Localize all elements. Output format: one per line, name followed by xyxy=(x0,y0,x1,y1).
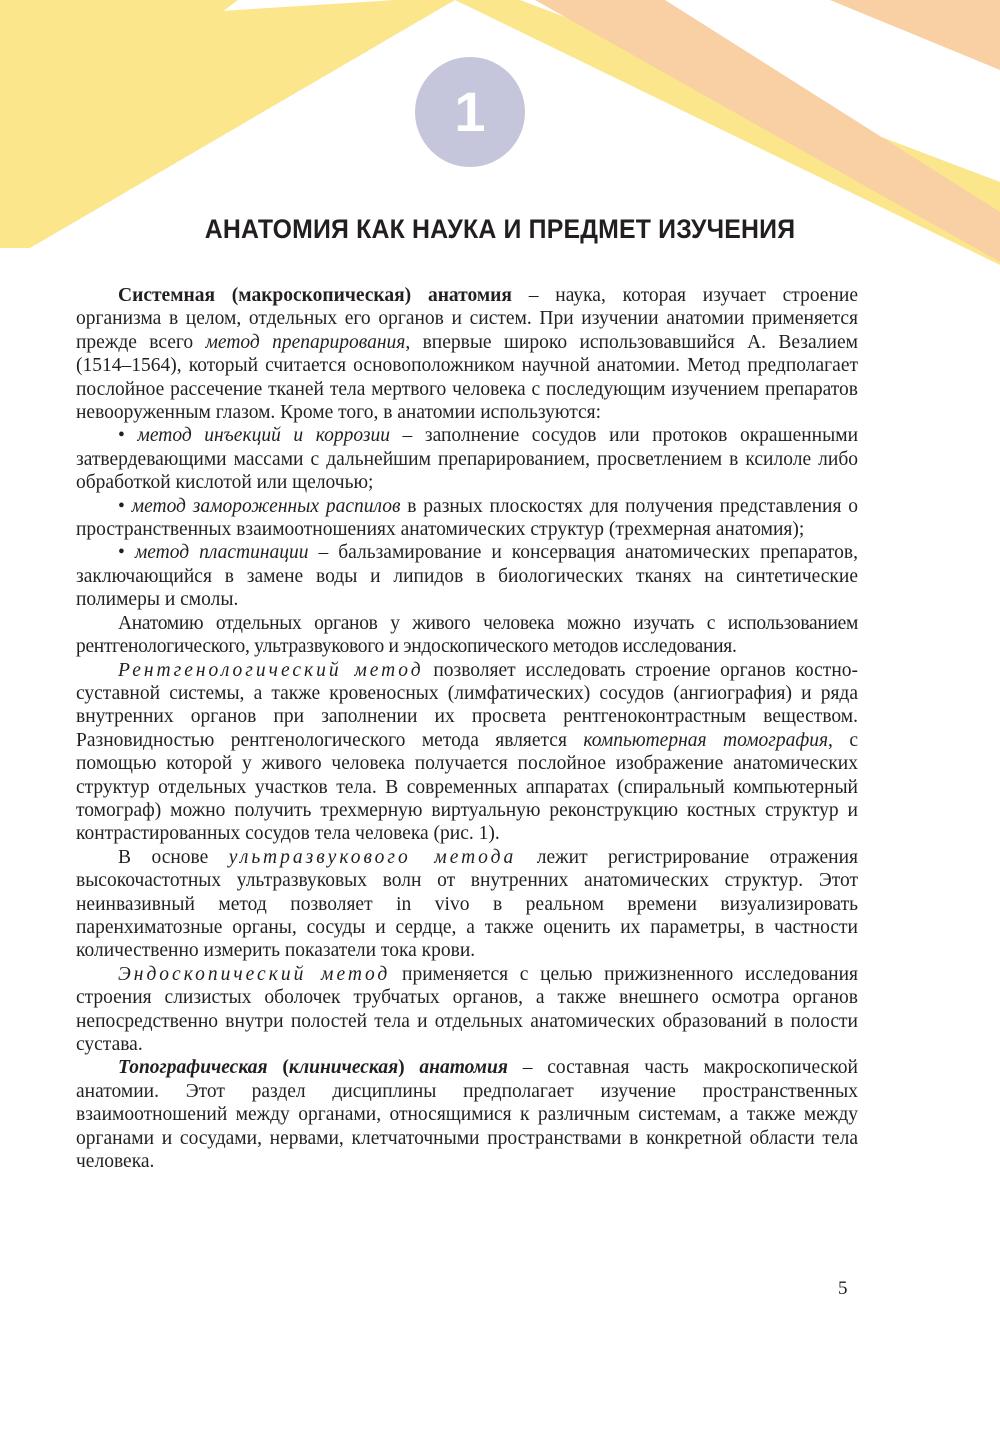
term-topographic: Топографическая xyxy=(118,1057,268,1079)
paragraph-living-anatomy: Анатомию отдельных органов у живого человека можно изучать с использованием рентгенологического, ультразвукового и эндоскопического методов исследования. xyxy=(76,612,858,658)
term-clinical: клиническая xyxy=(288,1057,399,1079)
term-plastination: метод пластинации xyxy=(134,542,309,564)
bullet-marker: • xyxy=(118,542,135,564)
chapter-title: АНАТОМИЯ КАК НАУКА И ПРЕДМЕТ ИЗУЧЕНИЯ xyxy=(204,214,796,244)
bullet-plastination: • метод пластинации – бальзамирование и консервация анатомических препаратов, заключающийся в замене воды и липидов в биологических тканях на синтетические полимеры и смолы. xyxy=(76,542,859,611)
bullet-frozen-sections: • метод замороженных распилов в разных плоскостях для получения представления о пространственных взаимоотношениях анатомических структур (трехмерная анатомия); xyxy=(76,495,858,541)
term-dissection-method: метод препарирования xyxy=(205,331,406,353)
term-ultrasound-method: ультразвукового метода xyxy=(228,846,517,868)
page-number: 5 xyxy=(838,1278,848,1299)
bullet-marker: • xyxy=(118,425,138,447)
chapter-number: 1 xyxy=(454,80,486,143)
bullet-marker: • xyxy=(118,495,132,517)
term-injection-method: метод инъекций и коррозии xyxy=(137,425,390,447)
paragraph-endoscopic-method: Эндоскопический метод применяется с целью прижизненного исследования строения слизистых оболочек трубчатых органов, а также внешнего осмотра органов непосредственно внутри полостей тела и отдельных анатомических образований в полости сустава. xyxy=(76,963,858,1055)
paragraph-topographic-anatomy: Топографическая (клиническая) анатомия – составная часть макроскопической анатомии. Этот раздел дисциплины предполагает изучение пространственных взаимоотношений между органами, относящимися к различным системам, а также между органами и сосудами, нервами, клетчаточными пространствами в конкретной области тела человека. xyxy=(76,1057,858,1173)
yellow-ray-wide xyxy=(0,0,455,248)
term-anatomy: анатомия xyxy=(419,1057,508,1079)
paragraph-xray-method: Рентгенологический метод позволяет исследовать строение органов костно-суставной системы, а также кровеносных (лимфатических) сосудов (ангиография) и ряда внутренних органов при заполнении их просвета рентгеноконтрастным веществом. Разновидностью рентгенологического метода является компьютерная томография, с помощью которой у живого человека получается послойное изображение анатомических структур отдельных участков тела. В современных аппаратах (спиральный компьютерный томограф) можно получить трехмерную виртуальную реконструкцию костных структур и контрастированных сосудов тела человека (рис. 1). xyxy=(76,659,859,845)
term-computed-tomography: компьютерная томография xyxy=(583,729,829,751)
term-frozen-sections: метод замороженных распилов xyxy=(131,495,401,517)
paragraph-systemic-anatomy: Системная (макроскопическая) анатомия – наука, которая изучает строение организма в целом, отдельных его органов и систем. При изучении анатомии применяется прежде всего метод препарирования, впервые широко использовавшийся А. Везалием (1514–1564), который считается основоположником научной анатомии. Метод предполагает послойное рассечение тканей тела мертвого человека с последующим изучением препаратов невооруженным глазом. Кроме того, в анатомии используются: xyxy=(76,285,858,424)
peach-ray-top xyxy=(830,0,1000,70)
paragraph-ultrasound-method: В основе ультразвукового метода лежит регистрирование отражения высокочастотных ультразвуковых волн от внутренних анатомических структур. Этот неинвазивный метод позволяет in vivo в реальном времени визуализировать паренхиматозные органы, сосуды и сердце, а также оценить их параметры, в частности количественно измерить показатели тока крови. xyxy=(76,846,858,962)
term-endoscopic-method: Эндоскопический метод xyxy=(118,963,391,985)
bullet-injection-method: • метод инъекций и коррозии – заполнение сосудов или протоков окрашенными затвердевающими массами с дальнейшим препарированием, просветлением в ксилоле либо обработкой кислотой или щелочью; xyxy=(76,425,858,494)
term-systemic-anatomy: Системная (макроскопическая) анатомия xyxy=(118,285,512,306)
term-xray-method: Рентгенологический метод xyxy=(118,659,424,681)
body-text xyxy=(76,284,858,1173)
chapter-number-badge xyxy=(415,57,525,167)
